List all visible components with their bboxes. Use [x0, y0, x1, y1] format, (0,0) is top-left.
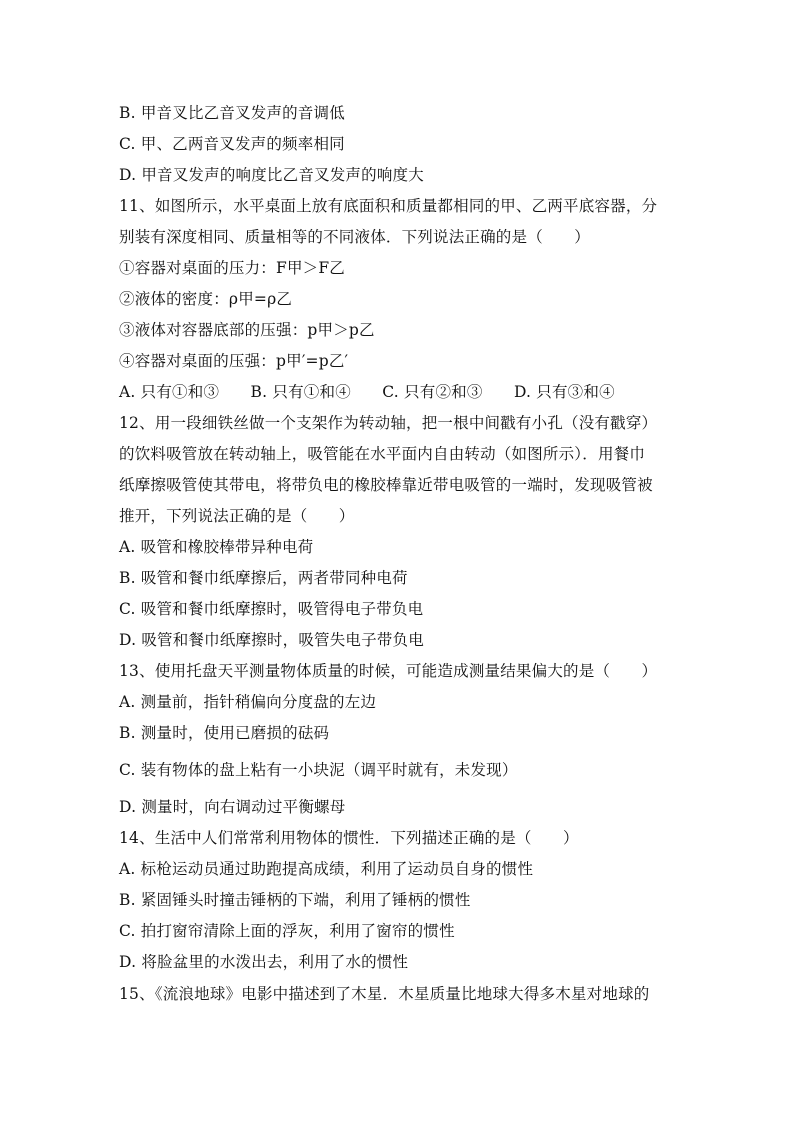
q12-option-d: D. 吸管和餐巾纸摩擦时，吸管失电子带负电 [119, 631, 424, 649]
q15-stem-line-1: 15、《流浪地球》电影中描述到了木星．木星质量比地球大得多木星对地球的 [119, 985, 650, 1003]
q12-stem-line-3: 纸摩擦吸管使其带电，将带负电的橡胶棒靠近带电吸管的一端时，发现吸管被 [119, 476, 653, 494]
q13-option-b: B. 测量时，使用已磨损的砝码 [119, 724, 330, 742]
q13-option-a: A. 测量前，指针稍偏向分度盘的左边 [119, 693, 377, 711]
q13-stem: 13、使用托盘天平测量物体质量的时候，可能造成测量结果偏大的是（ ） [119, 662, 658, 680]
q10-option-c: C. 甲、乙两音叉发声的频率相同 [119, 135, 345, 153]
q10-option-d: D. 甲音叉发声的响度比乙音叉发声的响度大 [119, 166, 424, 184]
q12-stem-line-4: 推开，下列说法正确的是（ ） [119, 507, 355, 525]
q12-stem-line-2: 的饮料吸管放在转动轴上，吸管能在水平面内自由转动（如图所示）．用餐巾 [119, 445, 646, 463]
q11-stem-line-1: 11、如图所示，水平桌面上放有底面积和质量都相同的甲、乙两平底容器，分 [119, 197, 658, 215]
q12-option-a: A. 吸管和橡胶棒带异种电荷 [119, 538, 314, 556]
q11-options: A. 只有①和③ B. 只有①和④ C. 只有②和③ D. 只有③和④ [119, 383, 615, 401]
q11-statement-4: ④容器对桌面的压强：p甲′=p乙′ [119, 352, 349, 370]
q11-statement-1: ①容器对桌面的压力：F甲＞F乙 [119, 259, 346, 277]
q13-option-c: C. 装有物体的盘上粘有一小块泥（调平时就有，未发现） [119, 761, 518, 779]
q11-statement-3: ③液体对容器底部的压强：p甲＞p乙 [119, 321, 375, 339]
q10-option-b: B. 甲音叉比乙音叉发声的音调低 [119, 104, 345, 122]
q12-stem-line-1: 12、用一段细铁丝做一个支架作为转动轴，把一根中间戳有小孔（没有戳穿） [119, 414, 658, 432]
q12-option-c: C. 吸管和餐巾纸摩擦时，吸管得电子带负电 [119, 600, 424, 618]
q14-option-c: C. 拍打窗帘清除上面的浮灰，利用了窗帘的惯性 [119, 922, 455, 940]
q11-statement-2: ②液体的密度：ρ甲=ρ乙 [119, 290, 293, 308]
q12-option-b: B. 吸管和餐巾纸摩擦后，两者带同种电荷 [119, 569, 408, 587]
q13-option-d: D. 测量时，向右调动过平衡螺母 [119, 798, 346, 816]
q11-stem-line-2: 别装有深度相同、质量相等的不同液体．下列说法正确的是（ ） [119, 228, 591, 246]
q14-option-b: B. 紧固锤头时撞击锤柄的下端，利用了锤柄的惯性 [119, 891, 471, 909]
q14-option-a: A. 标枪运动员通过助跑提高成绩，利用了运动员自身的惯性 [119, 860, 534, 878]
q14-option-d: D. 将脸盆里的水泼出去，利用了水的惯性 [119, 953, 409, 971]
q14-stem: 14、生活中人们常常利用物体的惯性．下列描述正确的是（ ） [119, 829, 579, 847]
